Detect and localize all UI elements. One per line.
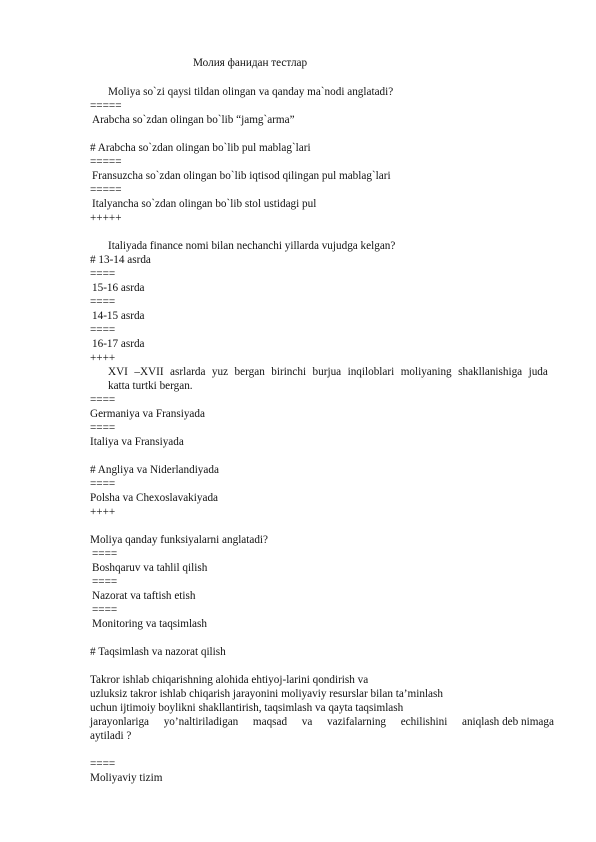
question-end-marker: ++++ xyxy=(90,352,116,364)
answer-option: 14-15 asrda xyxy=(92,310,145,322)
word: maqsad xyxy=(252,716,288,728)
question-5-line-2: uzluksiz takror ishlab chiqarish jarayonini moliyaviy resurslar bilan ta’minlash xyxy=(90,688,443,700)
word: inqiloblari xyxy=(347,366,395,378)
separator: ==== xyxy=(90,296,116,308)
question-5-line-3: uchun ijtimoiy boylikni shakllantirish, taqsimlash va qayta taqsimlash xyxy=(90,702,404,714)
word: echilishini xyxy=(400,716,448,728)
question-end-marker: +++++ xyxy=(90,212,122,224)
separator: ==== xyxy=(92,604,118,616)
answer-option: Italyancha so`zdan olingan bo`lib stol ustidagi pul xyxy=(92,198,317,210)
answer-option: Germaniya va Fransiyada xyxy=(90,408,205,420)
answer-option: Polsha va Chexoslavakiyada xyxy=(90,492,219,504)
answer-option: Arabcha so`zdan olingan bo`lib “jamg`arma” xyxy=(92,114,295,126)
answer-option: Monitoring va taqsimlash xyxy=(92,618,207,630)
word: burjua xyxy=(312,366,342,378)
separator: ==== xyxy=(90,422,116,434)
question-5-line-4 xyxy=(90,716,554,729)
separator: ==== xyxy=(92,576,118,588)
separator: ==== xyxy=(90,394,116,406)
separator: ==== xyxy=(90,324,116,336)
word: –XVII xyxy=(134,366,164,378)
separator: ==== xyxy=(92,548,118,560)
question-1: Moliya so`zi qaysi tildan olingan va qanday ma`nodi anglatadi? xyxy=(108,86,394,98)
word: birinchi xyxy=(271,366,307,378)
question-3-line-1 xyxy=(108,366,548,379)
word: jarayonlariga xyxy=(90,716,150,728)
answer-option: Fransuzcha so`zdan olingan bo`lib iqtisod qilingan pul mablag`lari xyxy=(92,170,391,182)
page-title: Молия фанидан тестлар xyxy=(193,57,308,69)
separator: ===== xyxy=(90,156,122,168)
question-2: Italiyada finance nomi bilan nechanchi yillarda vujudga kelgan? xyxy=(108,240,396,252)
word: yuz xyxy=(211,366,229,378)
word: shakllanishiga xyxy=(458,366,523,378)
word: asrlarda xyxy=(170,366,206,378)
word: juda xyxy=(528,366,548,378)
question-5-line-1: Takror ishlab chiqarishning alohida ehtiyoj-larini qondirish va xyxy=(90,674,369,686)
answer-option-correct: # Taqsimlash va nazorat qilish xyxy=(90,646,226,658)
word: aniqlash deb nimaga xyxy=(461,716,554,728)
word: yo’naltiriladigan xyxy=(163,716,239,728)
answer-option: Moliyaviy tizim xyxy=(90,772,163,784)
separator: ==== xyxy=(90,268,116,280)
word: moliyaning xyxy=(400,366,452,378)
answer-option-correct: # Angliya va Niderlandiyada xyxy=(90,464,219,476)
question-end-marker: ++++ xyxy=(90,506,116,518)
separator: ==== xyxy=(90,478,116,490)
question-4: Moliya qanday funksiyalarni anglatadi? xyxy=(90,534,269,546)
question-5-line-5: aytiladi ? xyxy=(90,730,132,742)
answer-option: Boshqaruv va tahlil qilish xyxy=(92,562,208,574)
separator: ===== xyxy=(90,184,122,196)
answer-option-correct: # Arabcha so`zdan olingan bo`lib pul mablag`lari xyxy=(90,142,311,154)
separator: ===== xyxy=(90,100,122,112)
separator: ==== xyxy=(90,758,116,770)
word: bergan xyxy=(234,366,265,378)
question-3-line-2: katta turtki bergan. xyxy=(108,380,193,392)
answer-option: 16-17 asrda xyxy=(92,338,145,350)
word: vazifalarning xyxy=(327,716,387,728)
answer-option: 15-16 asrda xyxy=(92,282,145,294)
word: va xyxy=(301,716,313,728)
word: XVI xyxy=(108,366,128,378)
answer-option: Italiya va Fransiyada xyxy=(90,436,184,448)
answer-option-correct: # 13-14 asrda xyxy=(90,254,151,266)
answer-option: Nazorat va taftish etish xyxy=(92,590,196,602)
